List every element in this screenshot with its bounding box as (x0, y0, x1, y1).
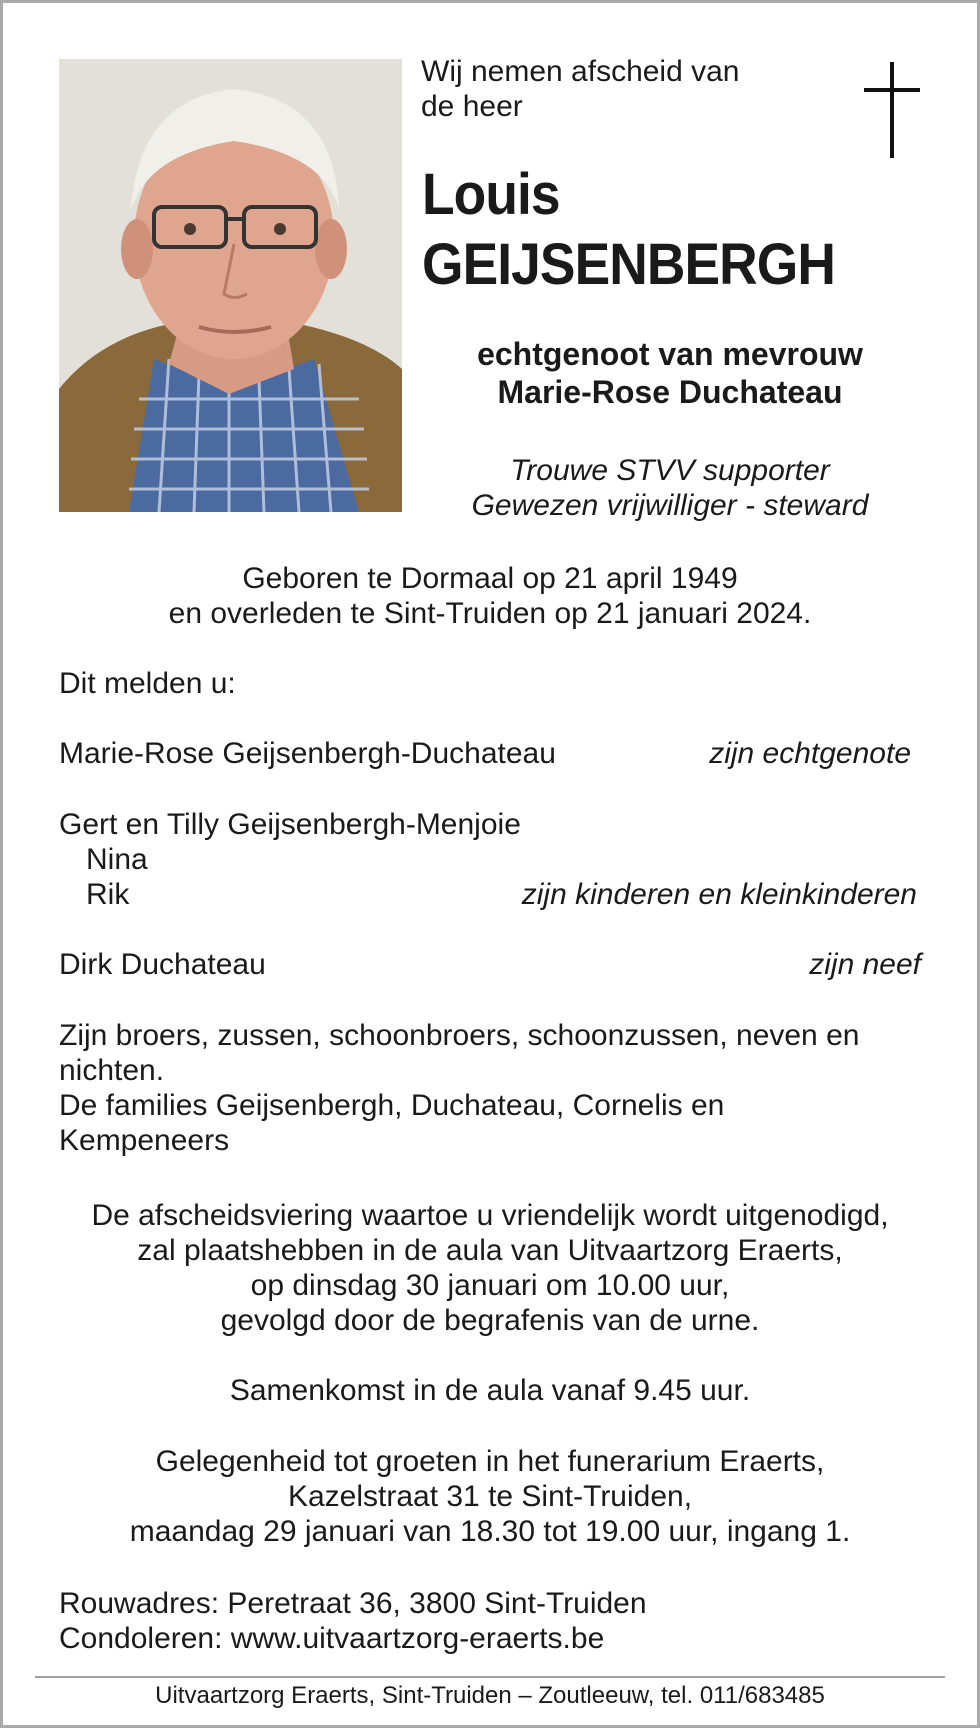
condolence-link[interactable]: Condoleren: www.uitvaartzorg-eraerts.be (59, 1622, 605, 1655)
intro-line-2: de heer (421, 90, 523, 123)
mourning-address: Rouwadres: Peretraat 36, 3800 Sint-Truiden (59, 1587, 647, 1620)
spouse-line-2: Marie-Rose Duchateau (497, 374, 843, 410)
visitation-line-2: Kazelstraat 31 te Sint-Truiden, (287, 1480, 693, 1513)
ceremony-line-2: zal plaatshebben in de aula van Uitvaartzorg Eraerts, (137, 1234, 843, 1267)
gathering-text: Samenkomst in de aula vanaf 9.45 uur. (229, 1374, 751, 1407)
family-row-wife (59, 736, 921, 772)
roles-block (430, 453, 910, 523)
visitation-line-3: maandag 29 januari van 18.30 tot 19.00 uur, ingang 1. (129, 1515, 851, 1548)
contact-block (59, 1586, 647, 1656)
visitation-line-1: Gelegenheid tot groeten in het funerarium Eraerts, (155, 1445, 825, 1478)
others-line-4: Kempeneers (59, 1124, 230, 1157)
ceremony-block (40, 1198, 940, 1338)
family-row-nephew (59, 947, 921, 983)
footer-text: Uitvaartzorg Eraerts, Sint-Truiden – Zoutleeuw, tel. 011/683485 (155, 1682, 825, 1709)
deceased-name (422, 160, 835, 300)
visitation-block (40, 1444, 940, 1549)
spouse-line-1: echtgenoot van mevrouw (477, 336, 863, 372)
announce-text: Dit melden u: (59, 667, 236, 700)
grandchild-2: Rik (86, 878, 130, 911)
intro-line-1: Wij nemen afscheid van (421, 55, 740, 88)
nephew-relation: zijn neef (809, 948, 921, 981)
grandchild-1: Nina (86, 843, 148, 876)
role-line-1: Trouwe STVV supporter (510, 454, 830, 487)
nephew-name: Dirk Duchateau (59, 948, 266, 981)
birth-line: Geboren te Dormaal op 21 april 1949 (242, 562, 738, 595)
spouse-block (430, 335, 910, 411)
birth-death (40, 561, 940, 631)
other-relatives (59, 1018, 859, 1158)
children-name: Gert en Tilly Geijsenbergh-Menjoie (59, 808, 521, 841)
ceremony-line-4: gevolgd door de begrafenis van de urne. (220, 1304, 760, 1337)
first-name: Louis (422, 162, 560, 227)
ceremony-line-3: op dinsdag 30 januari om 10.00 uur, (250, 1269, 730, 1302)
last-name: GEIJSENBERGH (422, 232, 835, 297)
others-line-3: De families Geijsenbergh, Duchateau, Cornelis en (59, 1089, 725, 1122)
death-line: en overleden te Sint-Truiden op 21 januari 2024. (168, 597, 812, 630)
children-relation: zijn kinderen en kleinkinderen (521, 878, 917, 911)
others-line-2: nichten. (59, 1054, 165, 1087)
family-row-children (59, 877, 921, 913)
portrait-photo (59, 59, 402, 512)
ceremony-line-1: De afscheidsviering waartoe u vriendelijk wordt uitgenodigd, (91, 1199, 889, 1232)
cross-icon (864, 62, 920, 163)
others-line-1: Zijn broers, zussen, schoonbroers, schoonzussen, neven en (59, 1019, 860, 1052)
intro-text (421, 54, 740, 124)
wife-relation: zijn echtgenote (709, 737, 911, 770)
role-line-2: Gewezen vrijwilliger - steward (471, 489, 869, 522)
portrait-illustration (59, 59, 402, 512)
wife-name: Marie-Rose Geijsenbergh-Duchateau (59, 737, 556, 770)
